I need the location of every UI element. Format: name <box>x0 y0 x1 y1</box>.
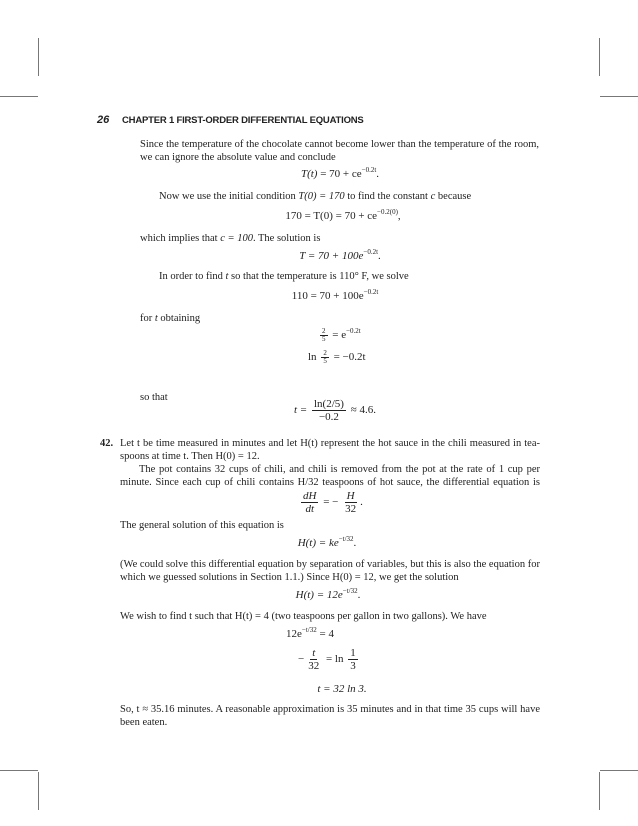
equation <box>301 168 379 181</box>
text-line <box>159 190 471 203</box>
text-line <box>140 232 320 245</box>
equation <box>294 398 376 423</box>
fraction <box>320 328 328 343</box>
text-span: so that the temperature is 110° F, we solve <box>228 271 409 282</box>
fraction-denominator: 3 <box>350 660 356 672</box>
eq-part: . <box>357 589 361 601</box>
text-span: c = 100 <box>220 233 253 244</box>
eq-exponent: −0.2t <box>361 166 377 174</box>
fraction <box>306 647 321 672</box>
equation <box>292 290 379 303</box>
text-span: because <box>435 191 472 202</box>
equation <box>299 250 381 263</box>
fraction <box>321 350 329 365</box>
text-line: spoons at time t. Then H(0) = 12. <box>120 451 260 462</box>
text-span: In order to find <box>159 271 226 282</box>
text-span: . The solution is <box>252 233 321 244</box>
text-span: c <box>430 191 436 202</box>
crop-mark-bottom-left-vertical <box>38 772 39 810</box>
equation <box>296 589 361 602</box>
fraction <box>312 398 346 423</box>
fraction-numerator: 2 <box>323 349 327 357</box>
eq-part: 170 = T(0) = 70 + ce <box>285 210 378 222</box>
equation <box>298 647 360 672</box>
fraction-denominator: −0.2 <box>318 411 339 423</box>
eq-part: , <box>397 210 401 222</box>
eq-part: . <box>376 168 380 180</box>
text-line: The pot contains 32 cups of chili, and chili is removed from the pot at the rate of 1 cup per <box>139 464 540 475</box>
eq-part: . <box>360 496 363 509</box>
eq-exponent: −0.2t <box>363 288 379 296</box>
text-line: which we guessed solutions in Section 1.1.) Since H(0) = 12, we get the solution <box>120 572 459 583</box>
equation <box>285 210 400 223</box>
eq-part: H(t) = ke <box>297 537 339 549</box>
fraction-denominator: 5 <box>322 335 326 343</box>
text-line: minute. Since each cup of chili contains H/32 teaspoons of hot sauce, the differential equation is <box>120 477 540 488</box>
crop-mark-bottom-right-vertical <box>599 772 600 810</box>
eq-exponent: −t/32 <box>301 626 317 634</box>
equation <box>299 490 363 515</box>
eq-exponent: −0.2(0) <box>377 208 398 216</box>
eq-part: 12e <box>286 628 302 640</box>
fraction <box>301 490 318 515</box>
text-span: to find the constant <box>344 191 431 202</box>
eq-exponent: −0.2t <box>346 327 361 336</box>
crop-mark-top-left-vertical <box>38 38 39 76</box>
eq-part: ln <box>308 351 317 364</box>
fraction <box>348 647 358 672</box>
equation <box>308 350 366 365</box>
crop-mark-bottom-left-horizontal <box>0 770 38 771</box>
equation <box>286 628 334 641</box>
eq-part: 110 = 70 + 100e <box>291 290 364 302</box>
text-line: (We could solve this differential equation by separation of variables, but this is also the equation for <box>120 559 540 570</box>
fraction-numerator: H <box>346 490 355 502</box>
fraction-numerator: 1 <box>350 647 356 659</box>
crop-mark-top-left-horizontal <box>0 96 38 97</box>
eq-part: . <box>353 537 357 549</box>
text-span: Now we use the initial condition <box>159 191 299 202</box>
eq-exponent: −t/32 <box>338 535 354 543</box>
eq-exponent: −0.2t <box>363 248 379 256</box>
crop-mark-bottom-right-horizontal <box>600 770 638 771</box>
eq-part: t = <box>294 404 308 417</box>
eq-part: T = 70 + 100e <box>299 250 364 262</box>
chapter-title: CHAPTER 1 FIRST-ORDER DIFFERENTIAL EQUATIONS <box>122 115 364 126</box>
equation <box>317 683 366 696</box>
text-line: we can ignore the absolute value and conclude <box>140 152 336 163</box>
text-span: T(0) = 170 <box>298 191 345 202</box>
equation <box>318 328 361 343</box>
eq-part: . <box>378 250 381 262</box>
crop-mark-top-right-vertical <box>599 38 600 76</box>
text-span: for <box>140 313 155 324</box>
text-line: been eaten. <box>120 717 168 728</box>
eq-part: = ln <box>325 653 344 666</box>
equation <box>298 537 357 550</box>
eq-exponent: −t/32 <box>342 587 358 595</box>
eq-part: t = 32 ln 3. <box>317 683 367 695</box>
text-line <box>140 312 200 325</box>
text-line: So, t ≈ 35.16 minutes. A reasonable approximation is 35 minutes and in that time 35 cups will have <box>120 704 540 715</box>
fraction-denominator: dt <box>305 503 314 515</box>
crop-mark-top-right-horizontal <box>600 96 638 97</box>
text-line: so that <box>140 392 168 403</box>
problem-number: 42. <box>100 438 114 449</box>
fraction-denominator: 5 <box>323 357 327 365</box>
fraction-denominator: 32 <box>308 660 320 672</box>
text-span: which implies that <box>140 233 221 244</box>
eq-part: = 4 <box>319 628 334 640</box>
fraction-denominator: 32 <box>345 503 357 515</box>
text-span: t <box>225 271 229 282</box>
fraction-numerator: t <box>312 647 316 659</box>
eq-part: = 70 + ce <box>320 168 362 180</box>
text-span: obtaining <box>157 313 201 324</box>
fraction-numerator: 2 <box>322 327 326 335</box>
eq-part: H(t) = 12e <box>295 589 343 601</box>
eq-part: − <box>298 653 305 666</box>
fraction-numerator: dH <box>303 490 317 502</box>
eq-part: T(t) <box>300 168 318 180</box>
page-number: 26 <box>97 114 110 126</box>
fraction <box>343 490 358 515</box>
fraction-numerator: ln(2/5) <box>313 398 344 410</box>
text-line <box>159 270 409 283</box>
text-line: We wish to find t such that H(t) = 4 (two teaspoons per gallon in two gallons). We have <box>120 611 487 622</box>
eq-part: = e <box>332 329 347 342</box>
eq-part: = −0.2t <box>333 351 366 364</box>
eq-part: ≈ 4.6. <box>350 404 376 417</box>
text-span: t <box>154 313 158 324</box>
text-line: The general solution of this equation is <box>120 520 284 531</box>
text-line: Since the temperature of the chocolate cannot become lower than the temperature of the room, <box>140 139 539 150</box>
eq-part: = − <box>323 496 339 509</box>
text-line: Let t be time measured in minutes and let H(t) represent the hot sauce in the chili measured in tea- <box>120 438 540 449</box>
